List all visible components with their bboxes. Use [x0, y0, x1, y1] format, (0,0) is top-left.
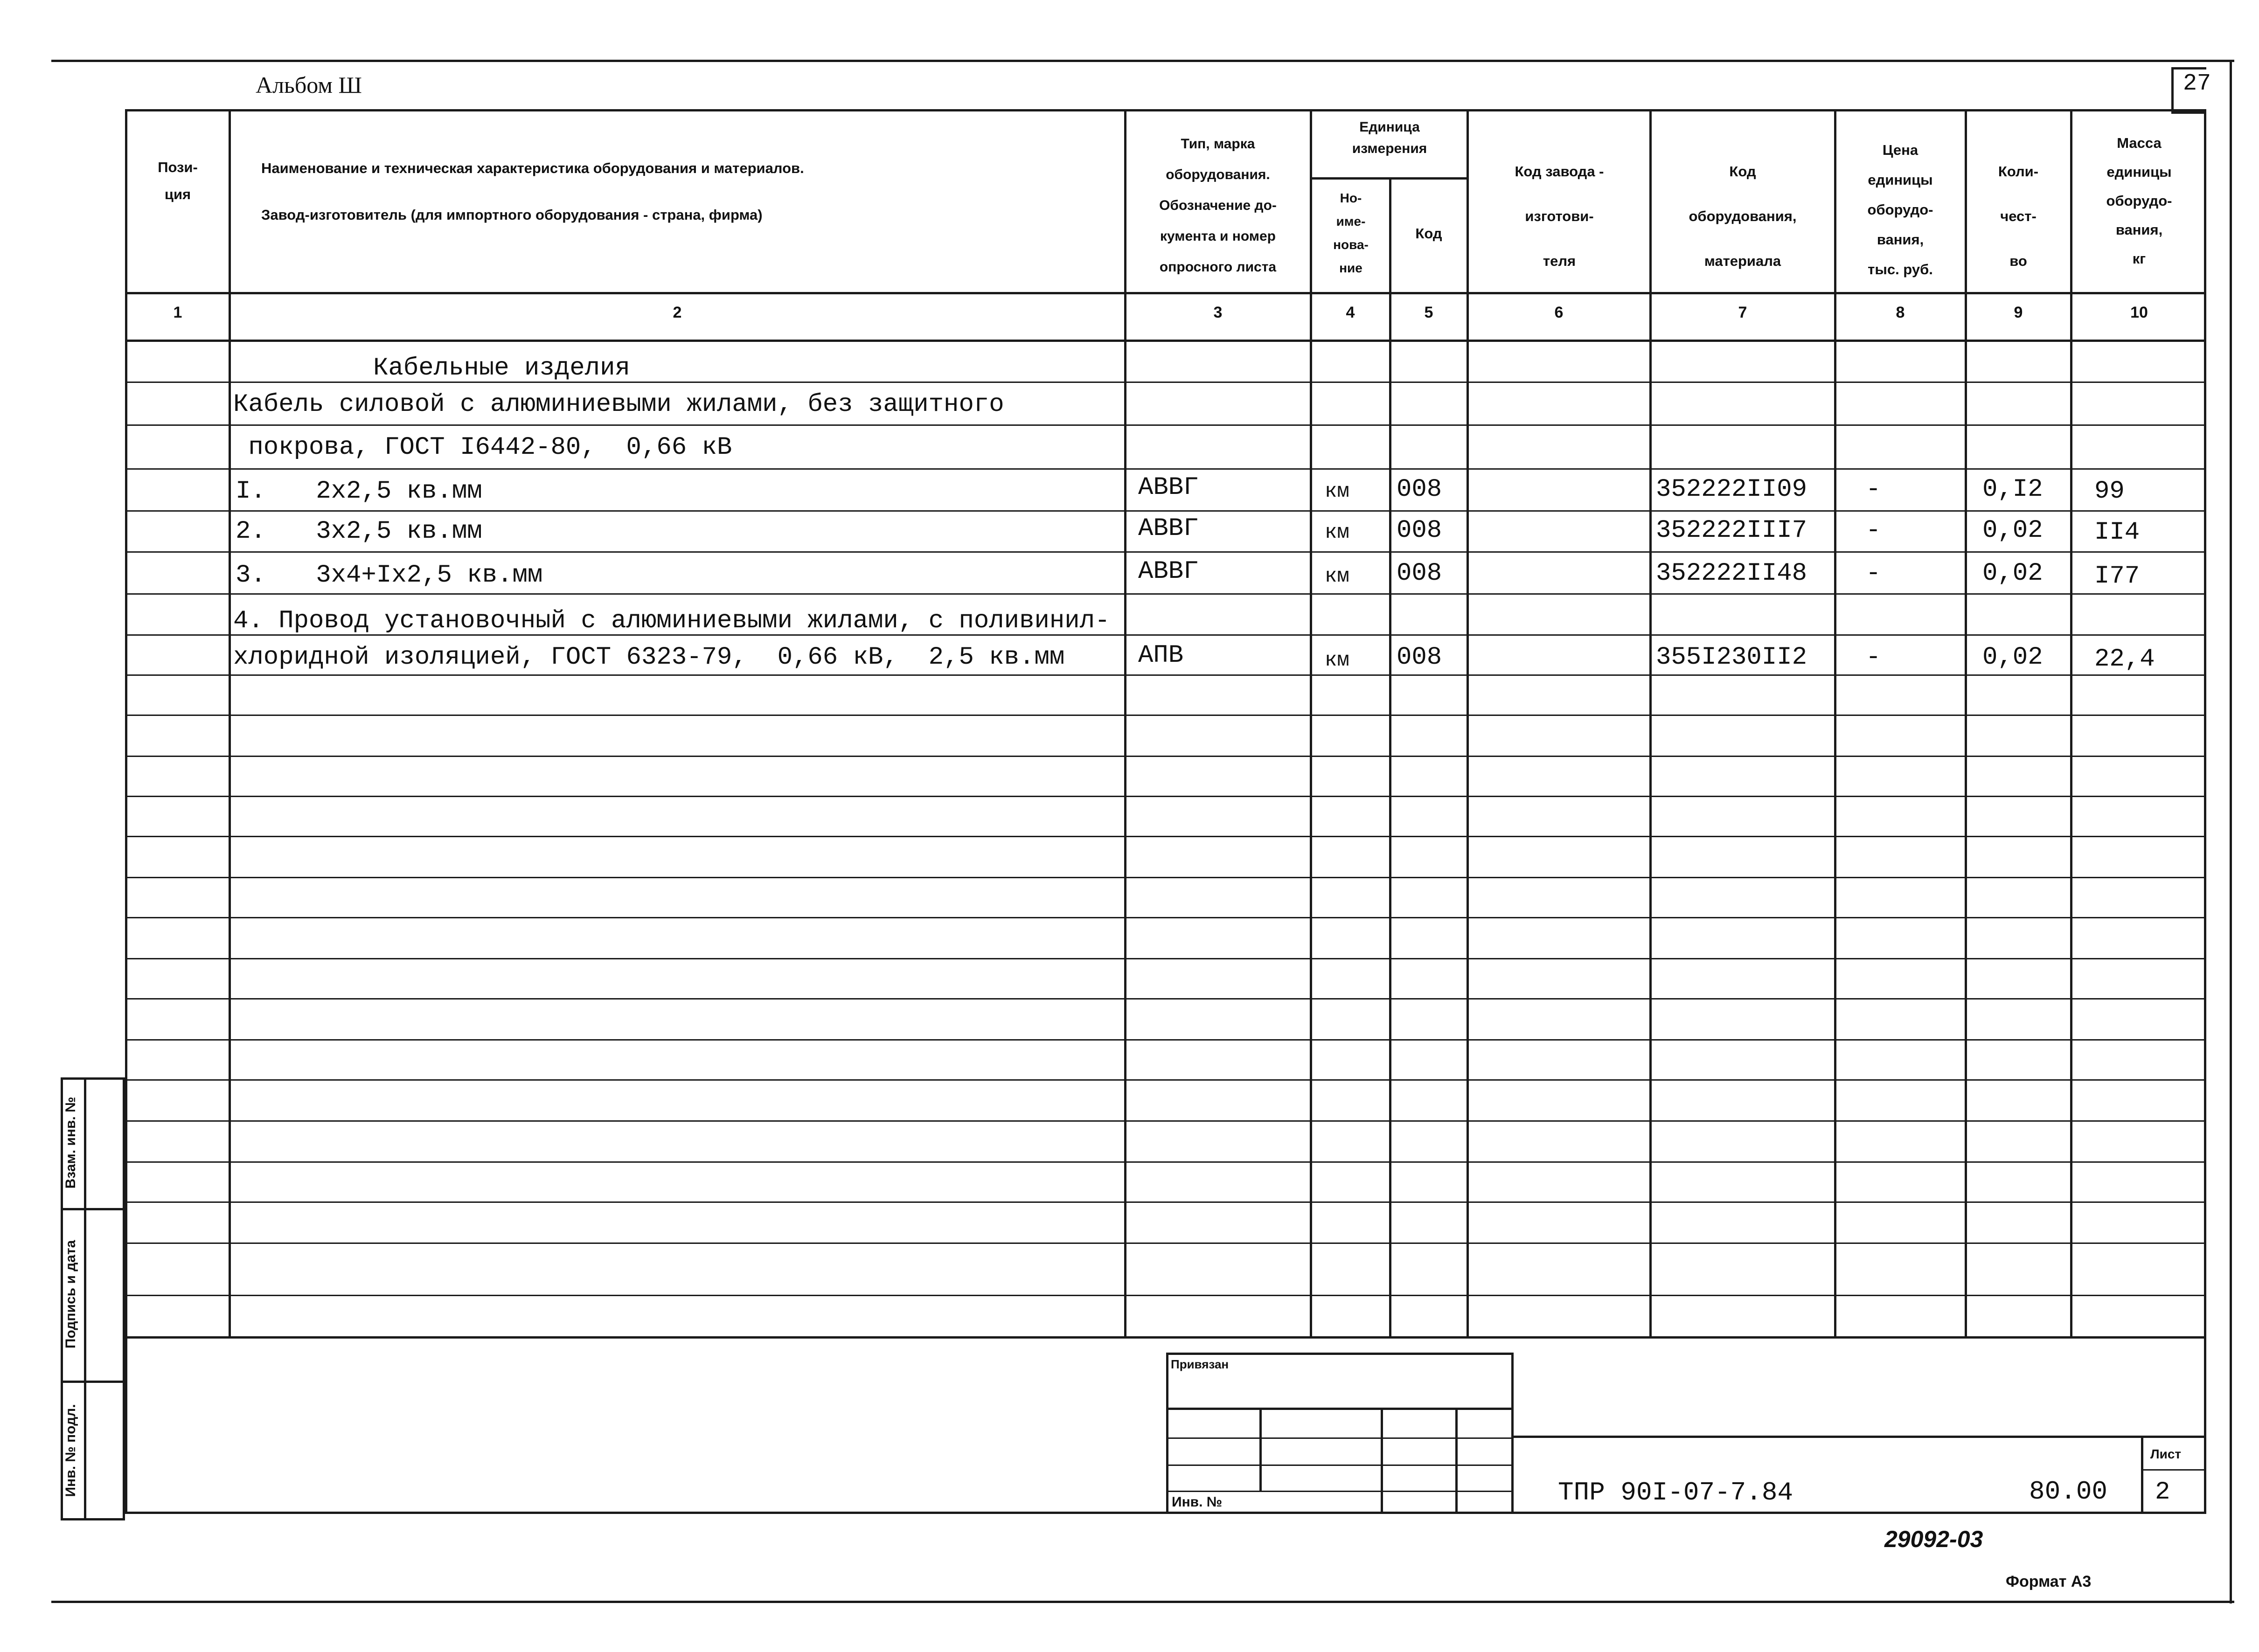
- colnum-1: 1: [173, 304, 182, 321]
- header-unit-name: Но- име- нова- ние: [1333, 191, 1369, 275]
- privyazan-label: Привязан: [1171, 1357, 1229, 1371]
- sheet-box-line: [2141, 1469, 2206, 1471]
- colnum-6: 6: [1554, 304, 1564, 321]
- row-line: [125, 468, 2206, 470]
- row-line: [125, 551, 2206, 553]
- row-price: -: [1866, 475, 1881, 504]
- row-code: 355I230II2: [1656, 643, 1807, 672]
- row-line: [125, 715, 2206, 716]
- row-mass: II4: [2094, 518, 2140, 547]
- row-unit: км: [1325, 649, 1349, 672]
- row-price: -: [1866, 516, 1881, 545]
- privyazan-line: [1166, 1465, 1514, 1466]
- row-line: [125, 958, 2206, 959]
- privyazan-divider: [1381, 1408, 1383, 1514]
- privyazan-divider: [1259, 1408, 1262, 1491]
- header-bottom-line: [125, 292, 2206, 294]
- privyazan-line: [1166, 1491, 1514, 1492]
- row-line: [125, 1242, 2206, 1244]
- row-line: [125, 674, 2206, 676]
- col-line-4: [1389, 177, 1391, 1339]
- header-quantity: Коли- чест- во: [1998, 163, 2039, 269]
- page-number: 27: [2183, 70, 2211, 97]
- header-equipment-code: Код оборудования, материала: [1689, 163, 1797, 269]
- row-line: [125, 796, 2206, 797]
- document-suffix: 80.00: [2029, 1477, 2108, 1506]
- row-line: [125, 510, 2206, 512]
- unit-subheader-line: [1310, 177, 1467, 180]
- colnum-3: 3: [1213, 304, 1223, 321]
- col-line-6: [1649, 109, 1652, 1339]
- sheet-label: Лист: [2150, 1447, 2182, 1461]
- side-stamp-podpis: Подпись и дата: [63, 1240, 78, 1349]
- row-qty: 0,02: [1982, 516, 2043, 545]
- col-line-8: [1965, 109, 1967, 1339]
- header-unit-code: Код: [1415, 225, 1442, 242]
- row-line: [125, 424, 2206, 426]
- row-type: АВВГ: [1138, 557, 1199, 586]
- row-mass: 99: [2094, 477, 2125, 506]
- header-plant-code: Код завода - изготови- теля: [1515, 163, 1604, 269]
- archive-number: 29092-03: [1884, 1526, 1983, 1552]
- privyazan-divider: [1455, 1408, 1458, 1514]
- right-border: [2230, 60, 2232, 1603]
- row-mass: 22,4: [2094, 645, 2155, 673]
- row-unit: км: [1325, 480, 1349, 503]
- row-qty: 0,02: [1982, 559, 2043, 588]
- bottom-border: [51, 1601, 2234, 1603]
- privyazan-line: [1166, 1408, 1514, 1410]
- privyazan-box: [1166, 1353, 1514, 1514]
- item-description: 4. Провод установочный с алюминиевыми жилами, с поливинил-: [233, 607, 1110, 635]
- row-line: [125, 1120, 2206, 1122]
- header-position: Пози- ция: [158, 159, 198, 202]
- stamp-outer-frame: [125, 1339, 2206, 1514]
- row-line: [125, 877, 2206, 878]
- row-position: 3.: [236, 561, 266, 590]
- side-stamp-divider: [84, 1077, 86, 1520]
- row-type: АВВГ: [1138, 514, 1199, 543]
- colnum-8: 8: [1896, 304, 1905, 321]
- row-unit-code: 008: [1397, 559, 1442, 588]
- row-unit: км: [1325, 565, 1349, 588]
- row-price: -: [1866, 643, 1881, 672]
- row-unit-code: 008: [1397, 475, 1442, 504]
- colnum-7: 7: [1738, 304, 1747, 321]
- row-type: АПВ: [1138, 641, 1184, 670]
- col-line-2: [1124, 109, 1126, 1339]
- row-line: [125, 998, 2206, 1000]
- row-name: хлоридной изоляцией, ГОСТ 6323-79, 0,66 кВ, 2,5 кв.мм: [233, 643, 1065, 672]
- col-line-1: [229, 109, 231, 1339]
- row-name: 3x4+Ix2,5 кв.мм: [271, 561, 543, 590]
- row-unit-code: 008: [1397, 643, 1442, 672]
- header-name-line1: Наименование и техническая характеристика оборудования и материалов.: [261, 160, 804, 176]
- header-name-line2: Завод-изготовитель (для импортного оборудования - страна, фирма): [261, 207, 763, 223]
- row-line: [125, 593, 2206, 595]
- row-qty: 0,02: [1982, 643, 2043, 672]
- item-description: покрова, ГОСТ I6442-80, 0,66 кВ: [233, 433, 732, 462]
- col-line-5: [1467, 109, 1469, 1339]
- col-line-7: [1834, 109, 1836, 1339]
- row-unit-code: 008: [1397, 516, 1442, 545]
- row-qty: 0,I2: [1982, 475, 2043, 504]
- row-line: [125, 1079, 2206, 1081]
- row-line: [125, 1039, 2206, 1041]
- row-line: [125, 756, 2206, 757]
- side-stamp-vzam: Взам. инв. №: [63, 1097, 78, 1189]
- section-heading: Кабельные изделия: [373, 354, 630, 382]
- format-label: Формат А3: [2006, 1573, 2092, 1590]
- title-block-top: [1514, 1436, 2206, 1438]
- row-price: -: [1866, 559, 1881, 588]
- document-code: ТПР 90I-07-7.84: [1558, 1478, 1793, 1507]
- header-type: Тип, марка оборудования. Обозначение до- кумента и номер опросного листа: [1159, 136, 1277, 275]
- row-code: 352222II48: [1656, 559, 1807, 588]
- col-line-9: [2070, 109, 2072, 1339]
- row-line: [125, 836, 2206, 837]
- row-position: 2.: [236, 517, 266, 546]
- row-line: [125, 1161, 2206, 1163]
- item-description: Кабель силовой с алюминиевыми жилами, без защитного: [233, 390, 1004, 419]
- privyazan-line: [1166, 1437, 1514, 1439]
- header-mass: Масса единицы оборудо- вания, кг: [2106, 135, 2172, 267]
- album-label: Альбом Ш: [256, 72, 362, 98]
- row-code: 352222III7: [1656, 516, 1807, 545]
- row-position: I.: [236, 477, 266, 506]
- row-unit: км: [1325, 521, 1349, 544]
- side-stamp-inv: Инв. № подл.: [63, 1404, 78, 1497]
- colnum-5: 5: [1424, 304, 1433, 321]
- colnum-9: 9: [2014, 304, 2023, 321]
- header-price: Цена единицы оборудо- вания, тыс. руб.: [1867, 142, 1933, 278]
- row-line: [125, 917, 2206, 918]
- colnum-4: 4: [1346, 304, 1355, 321]
- sheet-number: 2: [2155, 1478, 2170, 1506]
- top-border: [51, 60, 2234, 62]
- row-line: [125, 1201, 2206, 1203]
- header-unit-group: Единица измерения: [1352, 119, 1427, 156]
- row-line: [125, 1295, 2206, 1296]
- row-code: 352222II09: [1656, 475, 1807, 504]
- row-name: 2x2,5 кв.мм: [271, 477, 482, 506]
- colnum-bottom-line: [125, 340, 2206, 342]
- row-type: АВВГ: [1138, 473, 1199, 502]
- colnum-10: 10: [2130, 304, 2148, 321]
- col-line-3: [1310, 109, 1312, 1339]
- row-mass: I77: [2094, 562, 2140, 590]
- row-name: 3x2,5 кв.мм: [271, 517, 482, 546]
- colnum-2: 2: [673, 304, 682, 321]
- inv-no-label: Инв. №: [1172, 1494, 1223, 1510]
